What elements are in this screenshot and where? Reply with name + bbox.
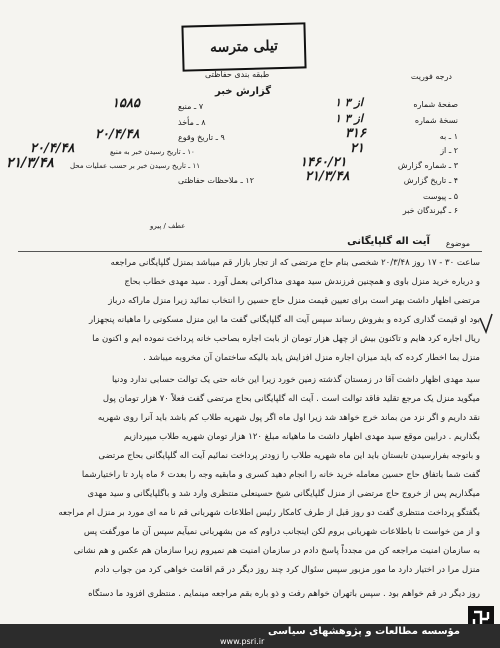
classification-label: طبقه بندی حفاظتی: [205, 70, 270, 79]
body-line: نقد داریم و اگر نزد من بماند خرج خواهد شد زیرا اول ماه اگر پول شهریه طلاب کم باشد باید آنرا روی شهریه: [97, 413, 480, 423]
body-line: منزل بما اخطار کرده که باید میزان اجاره منزل افزایش یابد بالیکه ساختمان آن مخروبه میباشد .: [143, 353, 480, 363]
field-label: ۲ ـ از: [440, 146, 458, 155]
report-title: گزارش خبر: [215, 86, 272, 97]
margin-checkmark-icon: [478, 312, 494, 352]
field-value: ۱ از ۳: [335, 96, 363, 109]
field-label: ۱۲ ـ ملاحظات حفاظتی: [178, 176, 254, 185]
field-value: ۱ از ۳: [335, 112, 363, 125]
divider: [18, 251, 482, 252]
body-line: سید مهدی اظهار داشت آقا در زمستان گذشته زمین خورد زیرا این خانه حتی یک توالت حسابی ندارد ودنیا: [111, 375, 480, 385]
field-label: ۸ ـ مأخذ: [178, 118, 206, 127]
body-line: بگذاریم . درایین موقع سید مهدی اظهار داشت ما ماهیانه مبلغ ۱۲۰ هزار تومان شهریه طلاب میپردازیم: [123, 432, 480, 442]
field-value: ۲۱/۳/۴۸: [6, 155, 54, 171]
field-label: ۶ ـ گیرندگان خبر: [402, 206, 458, 215]
body-line: گفت شما باتفاق حاج حسین معامله خرید خانه را انجام دهید کسری و مابقیه وجه را بعدت ۶ ماه پارد تا راختیارشما: [81, 470, 480, 480]
subject-value: آیت اله گلپایگانی: [347, 236, 430, 247]
urgency-label: درجه فوریت: [410, 72, 452, 81]
field-value: ۱۴۶۰/۲۱: [300, 155, 347, 170]
field-value: ۲۰/۴/۴۸: [30, 141, 75, 156]
body-line: و باتوجه بفرارسیدن تابستان باید این ماه شهریه طلاب را زودتر پرداخت نمائیم آیت اله گلپایگانی بحاج مرتضی: [98, 451, 480, 461]
body-line: منزل مرا در اختیار دارد ما مور مزبور سپس سئوال کرد چند روز دیگر در قم اقامت خواهی کرد من جواب دادم: [94, 565, 480, 575]
body-line: میگذاریم پس از خروج حاج مرتضی از منزل گلپایگانی شیخ حسینعلی منتظری وارد شد و باگلپایگانی و سید مهدی: [87, 489, 480, 499]
body-line: روز دیگر در قم خواهم بود . سپس باتهران خواهم رفت و ذو باره بقم مراجعه مینمایم . منتظری افزود ما دستگاه: [88, 589, 480, 599]
classification-stamp: [181, 22, 306, 71]
field-label: ۱۰ ـ تاریخ رسیدن خبر به منبع: [110, 148, 195, 156]
body-line: بود او قیمت گذاری کرده و بفروش رساند سپس آیت اله گلپایگانی گفت ما این منزل مسکونی را ماهیانه پنجهزار: [89, 315, 480, 325]
field-value: ۲۱: [350, 141, 364, 156]
field-label: ۴ ـ تاریخ گزارش: [403, 176, 458, 185]
org-name: مؤسسه مطالعات و پژوهشهای سیاسی: [267, 626, 460, 637]
reference-label: عطف / پیرو: [150, 222, 186, 230]
field-label: ۵ ـ پیوست: [422, 192, 458, 201]
field-value: ۱۵۸۵: [112, 96, 140, 111]
stamp-text: تیلی مترسه: [209, 38, 279, 56]
body-line: میگوید منزل یک مرجع تقلید فاقد توالت است . آیت اله گلپایگانی بحاج مرتضی گفت فعلاً ۷۰ هزار تومان پول: [102, 394, 480, 404]
watermark-footer: [0, 624, 500, 648]
field-label: صفحهٔ شماره: [413, 100, 458, 109]
field-label: ۷ ـ منبع: [178, 102, 204, 111]
body-line: مرتضی اظهار داشت بهتر است برای تعیین قیمت منزل حاج حسین را انتخاب نمائید زیرا منزل ماراکه درباز: [108, 296, 480, 306]
body-line: ساعت ۳۰ - ۱۷ روز ۲۰/۳/۴۸ شخصی بنام حاج مرتضی که از تجار بازار قم میباشد بمنزل گلپایگانی مراجعه: [110, 258, 480, 268]
subject-label: موضوع: [445, 239, 470, 248]
field-label: ۹ ـ تاریخ وقوع: [178, 133, 225, 142]
field-label: نسخهٔ شماره: [414, 116, 458, 125]
body-line: و درباره خرید منزل باوی و همچنین فرزندش سید مهدی مذاکراتی بعمل آورد . سید مهدی خطاب بحاج: [124, 277, 480, 287]
body-line: بگفتگو پرداخت منتظری گفت دو روز قبل از طرف کامکار رئیس اطلاعات شهربانی قم نا مه ای مورد بر منزل ام مراجعه: [58, 508, 480, 518]
body-line: به سازمان امنیت مراجعه کن من مجدداً پاسخ دادم در سازمان امنیت هم نمیروم زیرا سازمان هم عکس و هم نشانی: [73, 546, 480, 556]
field-label: ۱۱ ـ تاریخ رسیدن خبر بر حسب عملیات محل: [70, 162, 200, 170]
body-line: ریال اجاره کرد هایم و تاکنون بیش از چهل هزار تومان از بابت اجاره بصاحب خانه پرداخت نموده ایم و اکنون ما: [92, 334, 480, 344]
body-line: و از من خواست تا باطلاعات شهربانی بروم لکن اینجانب دراوم که من بشهربانی نمیآیم سپس آن ما مورگفت پس: [83, 527, 480, 537]
field-value: ۲۰/۴/۴۸: [95, 127, 140, 142]
field-value: ۲۱/۳/۴۸: [305, 169, 350, 184]
field-label: ۳ ـ شماره گزارش: [397, 161, 458, 170]
site-url: www.psri.ir: [220, 637, 265, 646]
field-label: ۱ ـ به: [439, 132, 458, 141]
field-value: ۳۱۶: [345, 126, 366, 141]
